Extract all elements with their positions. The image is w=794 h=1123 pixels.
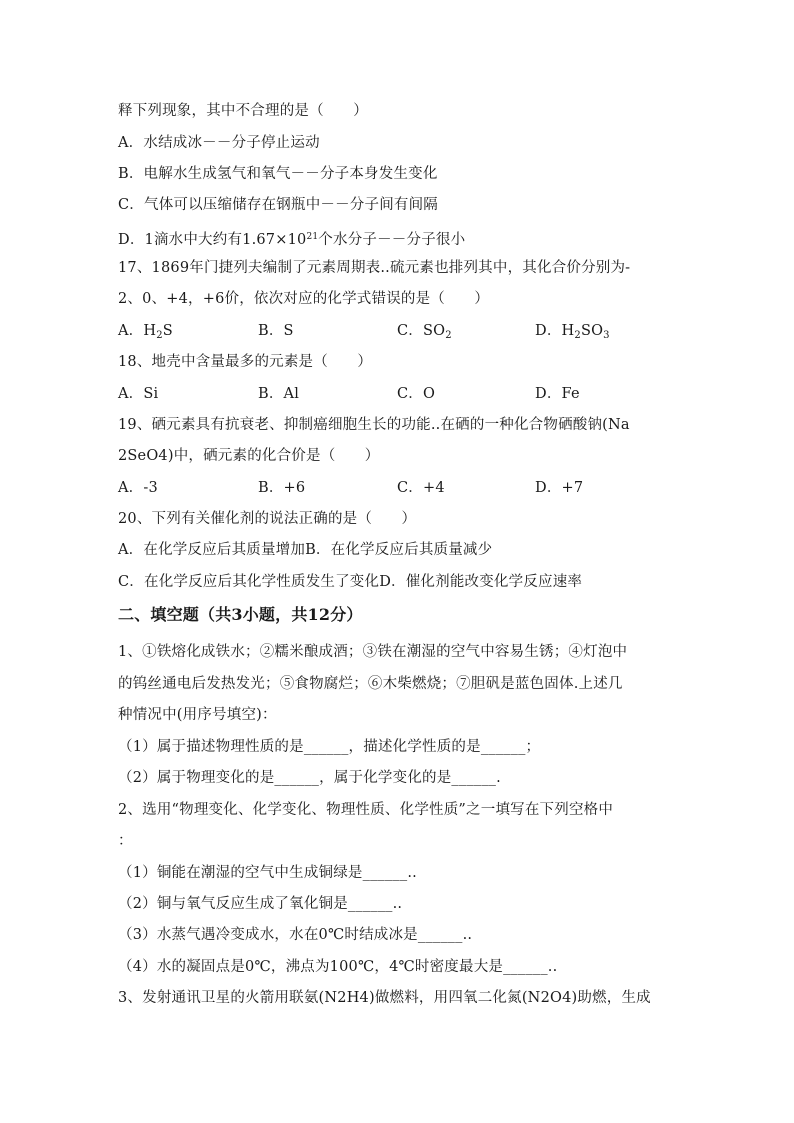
fill-q1-sub2: （2）属于物理变化的是______，属于化学变化的是______. [118, 770, 501, 786]
fill-q2-line1: 2、选用“物理变化、化学变化、物理性质、化学性质”之一填写在下列空格中 [118, 802, 614, 818]
q17-option-b: B．S [258, 323, 294, 339]
q19-options [118, 478, 678, 498]
q17-c-sub: 2 [445, 330, 452, 341]
q16-d-prefix: D．1滴水中大约有1.67×10 [118, 232, 307, 248]
q19-stem-line2: 2SeO4)中，硒元素的化合价是（ ） [118, 448, 380, 464]
q18-option-a: A．Si [118, 386, 159, 402]
q19-stem-line1: 19、硒元素具有抗衰老、抑制癌细胞生长的功能..在硒的一种化合物硒酸钠(Na [118, 417, 630, 433]
q19-option-a: A．-3 [118, 480, 158, 496]
fill-q2-sub1: （1）铜能在潮湿的空气中生成铜绿是______.. [118, 865, 417, 881]
q16-option-b: B．电解水生成氢气和氧气－－分子本身发生变化 [118, 166, 438, 182]
fill-q2-line2: ： [118, 833, 133, 849]
q17-a-prefix: A．H [118, 323, 157, 339]
q17-stem-line1: 17、1869年门捷列夫编制了元素周期表..硫元素也排列其中，其化合价分别为- [118, 260, 631, 276]
q17-d-prefix: D．H [535, 323, 575, 339]
q19-option-b: B．+6 [258, 480, 306, 496]
q17-d-mid: SO [580, 323, 604, 339]
q20-options-cd: C．在化学反应后其化学性质发生了变化D．催化剂能改变化学反应速率 [118, 574, 583, 590]
q18-options [118, 384, 678, 404]
q18-stem: 18、地壳中含量最多的元素是（ ） [118, 354, 373, 370]
fill-q2-sub2: （2）铜与氧气反应生成了氧化铜是______.. [118, 896, 403, 912]
q16-stem: 释下列现象，其中不合理的是（ ） [118, 103, 368, 119]
q17-option-a [118, 321, 173, 346]
q18-option-c: C．O [397, 386, 436, 402]
q17-a-suffix: S [162, 323, 173, 339]
q17-stem-line2: 2、0、+4，+6价，依次对应的化学式错误的是（ ） [118, 291, 490, 307]
q17-d-sub1: 2 [574, 330, 581, 341]
q18-option-b: B．Al [258, 386, 300, 402]
q19-option-c: C．+4 [397, 480, 445, 496]
q17-d-sub2: 3 [603, 330, 610, 341]
fill-q1-line1: 1、①铁熔化成铁水；②糯米酿成酒；③铁在潮湿的空气中容易生锈；④灯泡中 [118, 644, 628, 660]
q20-stem: 20、下列有关催化剂的说法正确的是（ ） [118, 511, 417, 527]
q20-options-ab: A．在化学反应后其质量增加B．在化学反应后其质量减少 [118, 542, 493, 558]
q17-options [118, 321, 678, 341]
q17-option-c [397, 321, 452, 346]
q18-option-d: D．Fe [535, 386, 580, 402]
fill-q3-line1: 3、发射通讯卫星的火箭用联氨(N2H4)做燃料，用四氧二化氮(N2O4)助燃，生成 [118, 990, 651, 1006]
q16-d-suffix: 个水分子－－分子很小 [318, 232, 466, 248]
fill-q1-line3: 种情况中(用序号填空)： [118, 707, 277, 723]
fill-q2-sub4: （4）水的凝固点是0℃，沸点为100℃，4℃时密度最大是______.. [118, 959, 558, 975]
q17-option-d [535, 321, 610, 346]
fill-q1-line2: 的钨丝通电后发热发光；⑤食物腐烂；⑥木柴燃烧；⑦胆矾是蓝色固体.上述几 [118, 676, 623, 692]
q16-option-a: A．水结成冰－－分子停止运动 [118, 135, 320, 151]
q16-option-c: C．气体可以压缩储存在钢瓶中－－分子间有间隔 [118, 197, 438, 213]
q17-a-sub: 2 [156, 330, 163, 341]
fill-q2-sub3: （3）水蒸气遇冷变成水，水在0℃时结成冰是______.. [118, 927, 473, 943]
q16-d-exponent: 21 [306, 232, 319, 242]
fill-q1-sub1: （1）属于描述物理性质的是______，描述化学性质的是______； [118, 739, 541, 755]
section-heading: 二、填空题（共3小题，共12分） [118, 605, 363, 624]
q16-option-d [118, 227, 465, 250]
q17-c-prefix: C．SO [397, 323, 446, 339]
q19-option-d: D．+7 [535, 480, 584, 496]
